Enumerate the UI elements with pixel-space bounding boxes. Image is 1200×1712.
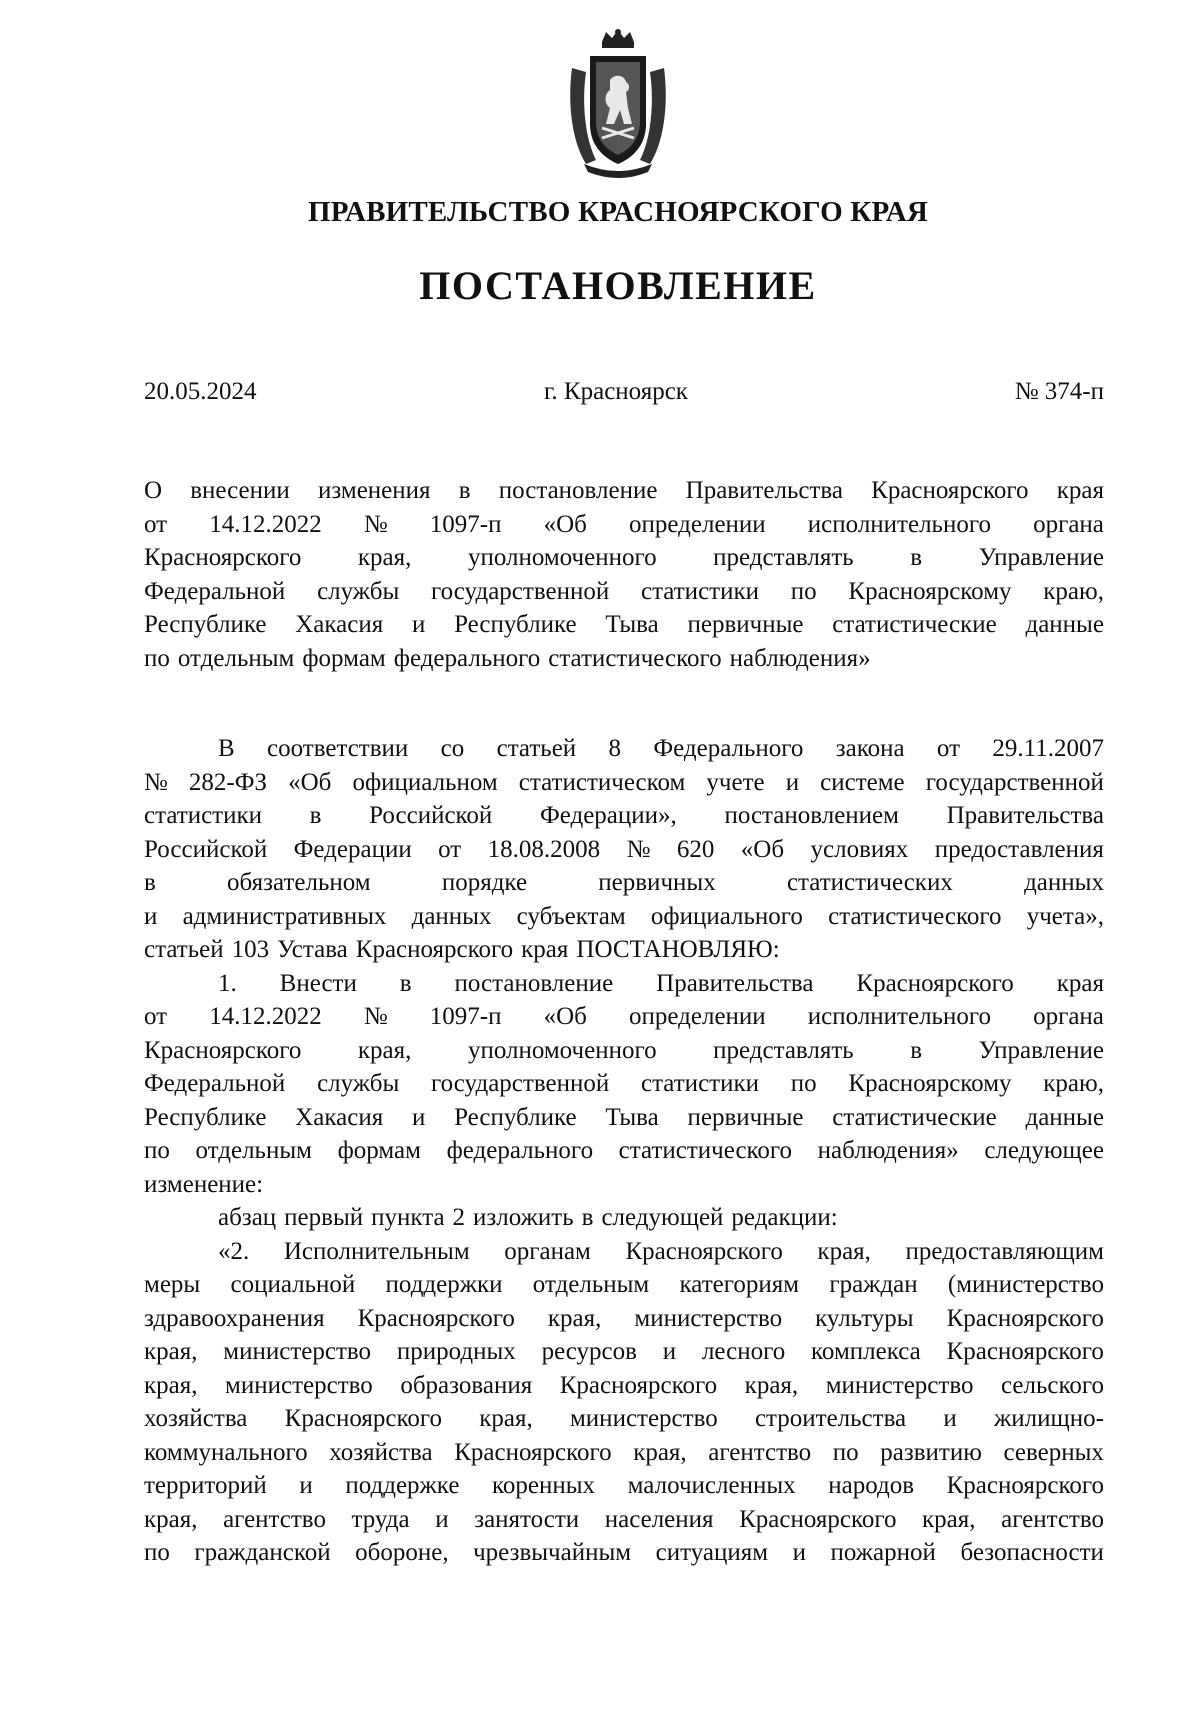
body-line: № 282-ФЗ «Об официальном статистическом учете и системе государственной (144, 768, 1104, 796)
organization-title: ПРАВИТЕЛЬСТВО КРАСНОЯРСКОГО КРАЯ (307, 196, 929, 228)
document-subject (144, 474, 1104, 675)
document-number: № 374-п (1014, 378, 1104, 405)
subject-line: Республике Хакасия и Республике Тыва первичные статистические данные (144, 611, 1104, 638)
body-line: Российской Федерации от 18.08.2008 № 620 «Об условиях предоставления (144, 835, 1104, 863)
body-line: территорий и поддержке коренных малочисленных народов Красноярского (144, 1472, 1104, 1499)
document-date: 20.05.2024 (144, 378, 257, 405)
body-line: 1. Внести в постановление Правительства Красноярского края (218, 969, 1104, 997)
document-city: г. Красноярск (544, 378, 688, 405)
body-line: края, министерство образования Красноярского края, министерство сельского (144, 1371, 1104, 1399)
body-line: В соответствии со статьей 8 Федерального закона от 29.11.2007 (218, 735, 1104, 762)
body-line: хозяйства Красноярского края, министерство строительства и жилищно- (144, 1405, 1104, 1432)
subject-line: от 14.12.2022 № 1097-п «Об определении исполнительного органа (144, 510, 1104, 538)
body-line: коммунального хозяйства Красноярского края, агентство по развитию северных (144, 1438, 1104, 1466)
body-line: меры социальной поддержки отдельным категориям граждан (министерство (144, 1271, 1104, 1298)
body-line: Республике Хакасия и Республике Тыва первичные статистические данные (144, 1103, 1104, 1131)
body-line: по гражданской обороне, чрезвычайным ситуациям и пожарной безопасности (144, 1539, 1104, 1566)
document-meta (144, 378, 1104, 412)
subject-line: Федеральной службы государственной статистики по Красноярскому краю, (144, 577, 1104, 605)
body-line: по отдельным формам федерального статистического наблюдения» следующее (144, 1137, 1104, 1164)
body-line: Красноярского края, уполномоченного представлять в Управление (144, 1036, 1104, 1064)
body-line: «2. Исполнительным органам Красноярского края, предоставляющим (218, 1237, 1104, 1265)
body-line: от 14.12.2022 № 1097-п «Об определении исполнительного органа (144, 1003, 1104, 1030)
body-line: здравоохранения Красноярского края, министерство культуры Красноярского (144, 1304, 1104, 1332)
body-line: изменение: (144, 1170, 264, 1198)
body-line: в обязательном порядке первичных статистических данных (144, 869, 1104, 896)
body-line: статьей 103 Устава Красноярского края ПОСТАНОВЛЯЮ: (144, 936, 780, 963)
body-line: статистики в Российской Федерации», постановлением Правительства (144, 802, 1104, 829)
body-line: края, агентство труда и занятости населения Красноярского края, агентство (144, 1505, 1104, 1533)
body-line: Федеральной службы государственной статистики по Красноярскому краю, (144, 1070, 1104, 1097)
subject-line: О внесении изменения в постановление Правительства Красноярского края (144, 477, 1104, 504)
body-line: абзац первый пункта 2 изложить в следующей редакции: (218, 1204, 838, 1231)
document-type-title: ПОСТАНОВЛЕНИЕ (419, 263, 817, 308)
document-body (144, 732, 1104, 1570)
body-line: и административных данных субъектам официального статистического учета», (144, 902, 1104, 930)
krasnoyarsk-coat-of-arms-icon (562, 28, 674, 178)
subject-line: по отдельным формам федерального статистического наблюдения» (144, 644, 871, 672)
subject-line: Красноярского края, уполномоченного представлять в Управление (144, 544, 1104, 571)
body-line: края, министерство природных ресурсов и лесного комплекса Красноярского (144, 1338, 1104, 1365)
